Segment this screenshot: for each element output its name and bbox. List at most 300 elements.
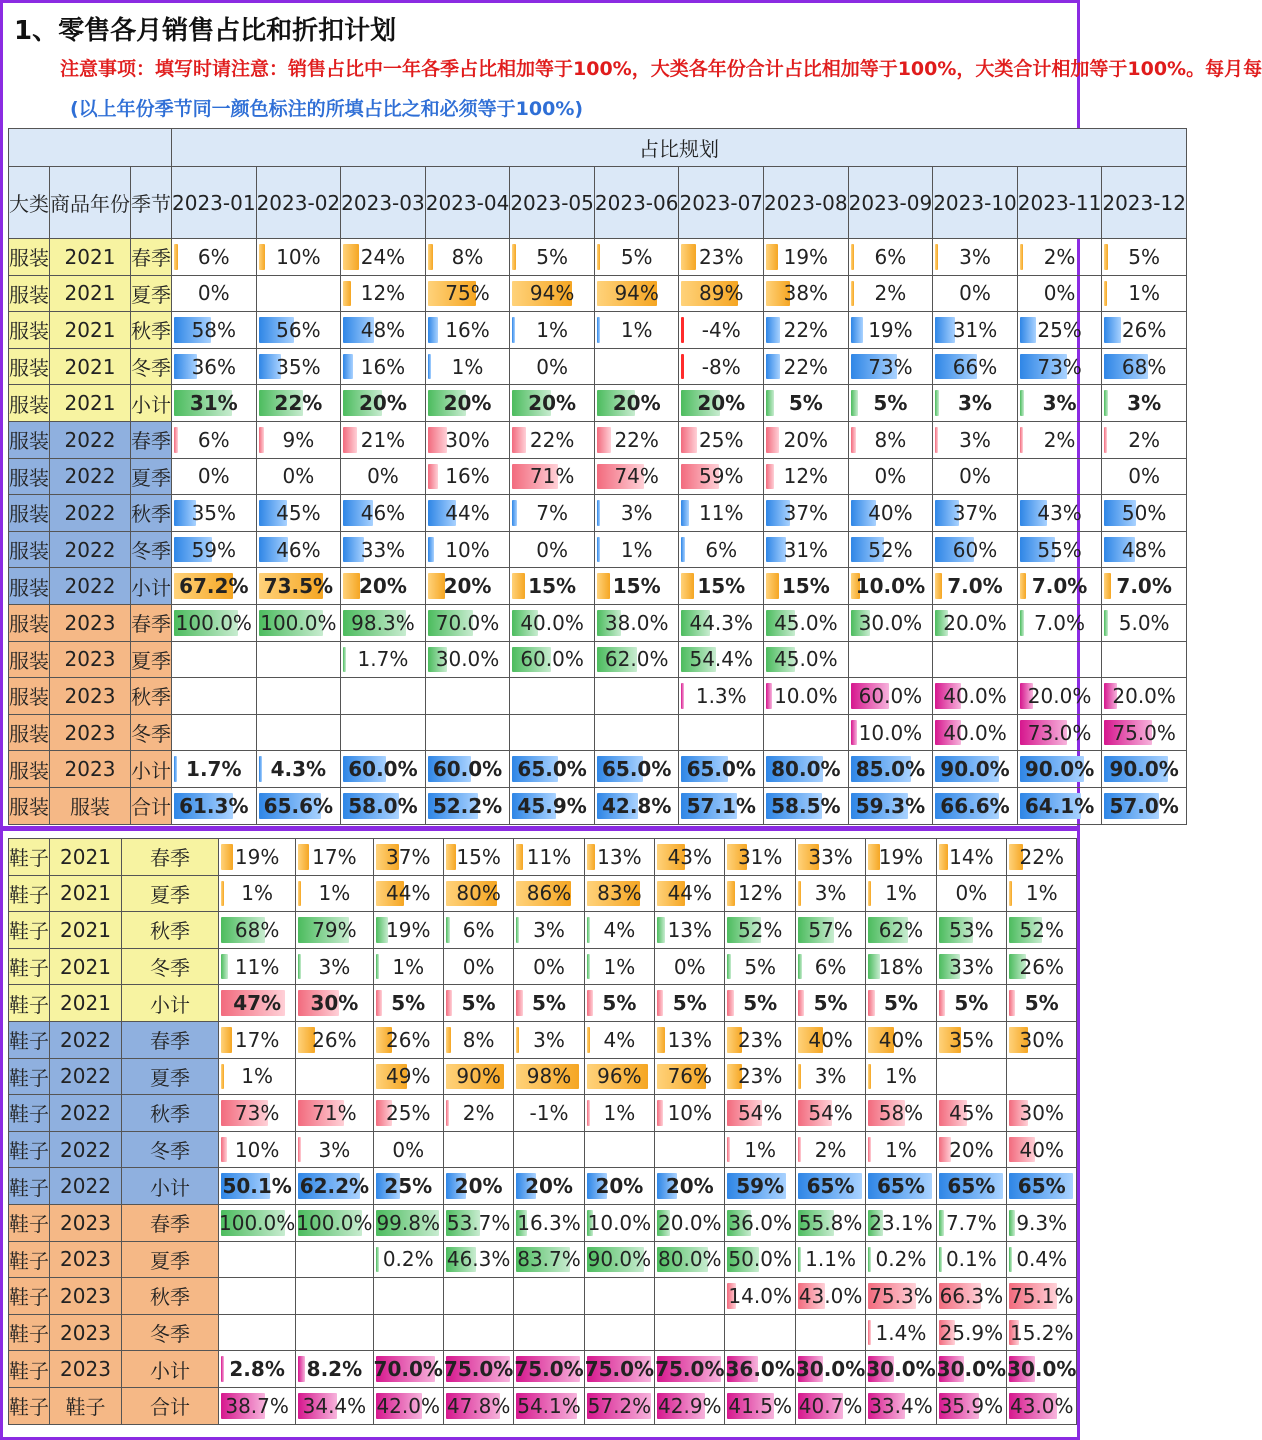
ratio-cell[interactable] [256, 751, 341, 788]
ratio-cell[interactable] [514, 1387, 584, 1424]
ratio-cell[interactable] [296, 912, 373, 949]
ratio-cell[interactable] [655, 1095, 725, 1132]
ratio-cell[interactable] [1007, 1095, 1077, 1132]
ratio-cell[interactable] [425, 275, 510, 312]
ratio-cell[interactable] [1017, 495, 1102, 532]
ratio-cell[interactable] [425, 714, 510, 751]
ratio-cell[interactable] [725, 1021, 795, 1058]
ratio-cell[interactable] [296, 1387, 373, 1424]
ratio-cell[interactable] [341, 678, 426, 715]
ratio-cell[interactable] [256, 275, 341, 312]
ratio-cell[interactable] [655, 1168, 725, 1205]
ratio-cell[interactable] [866, 875, 936, 912]
ratio-cell[interactable] [725, 1278, 795, 1315]
ratio-cell[interactable] [219, 1058, 296, 1095]
ratio-cell[interactable] [172, 312, 257, 349]
ratio-cell[interactable] [655, 948, 725, 985]
ratio-cell[interactable] [219, 1204, 296, 1241]
ratio-cell[interactable] [256, 312, 341, 349]
ratio-cell[interactable] [866, 948, 936, 985]
ratio-cell[interactable] [219, 1387, 296, 1424]
ratio-cell[interactable] [1007, 1314, 1077, 1351]
ratio-cell[interactable] [1102, 714, 1187, 751]
ratio-cell[interactable] [510, 641, 595, 678]
ratio-cell[interactable] [594, 385, 679, 422]
ratio-cell[interactable] [594, 787, 679, 824]
ratio-cell[interactable] [1102, 421, 1187, 458]
ratio-cell[interactable] [933, 385, 1018, 422]
ratio-cell[interactable] [443, 1058, 513, 1095]
ratio-cell[interactable] [594, 239, 679, 276]
ratio-cell[interactable] [425, 787, 510, 824]
ratio-cell[interactable] [514, 1314, 584, 1351]
ratio-cell[interactable] [443, 1021, 513, 1058]
ratio-cell[interactable] [933, 678, 1018, 715]
ratio-cell[interactable] [866, 1058, 936, 1095]
ratio-cell[interactable] [655, 1204, 725, 1241]
ratio-cell[interactable] [866, 1314, 936, 1351]
ratio-cell[interactable] [1102, 604, 1187, 641]
ratio-cell[interactable] [584, 1168, 654, 1205]
ratio-cell[interactable] [679, 604, 764, 641]
ratio-cell[interactable] [1017, 751, 1102, 788]
ratio-cell[interactable] [679, 421, 764, 458]
ratio-cell[interactable] [296, 839, 373, 876]
ratio-cell[interactable] [1007, 839, 1077, 876]
ratio-cell[interactable] [655, 1314, 725, 1351]
ratio-cell[interactable] [584, 1241, 654, 1278]
ratio-cell[interactable] [256, 495, 341, 532]
ratio-cell[interactable] [725, 1314, 795, 1351]
ratio-cell[interactable] [725, 1351, 795, 1388]
ratio-cell[interactable] [655, 1241, 725, 1278]
ratio-cell[interactable] [795, 1021, 865, 1058]
ratio-cell[interactable] [425, 312, 510, 349]
ratio-cell[interactable] [1102, 239, 1187, 276]
ratio-cell[interactable] [1007, 912, 1077, 949]
ratio-cell[interactable] [848, 239, 933, 276]
ratio-cell[interactable] [933, 751, 1018, 788]
ratio-cell[interactable] [373, 912, 443, 949]
ratio-cell[interactable] [936, 1058, 1006, 1095]
ratio-cell[interactable] [655, 1021, 725, 1058]
ratio-cell[interactable] [341, 239, 426, 276]
ratio-cell[interactable] [795, 1095, 865, 1132]
ratio-cell[interactable] [848, 385, 933, 422]
ratio-cell[interactable] [1007, 1351, 1077, 1388]
ratio-cell[interactable] [1007, 1204, 1077, 1241]
ratio-cell[interactable] [584, 912, 654, 949]
ratio-cell[interactable] [1017, 604, 1102, 641]
ratio-cell[interactable] [764, 239, 849, 276]
ratio-cell[interactable] [933, 275, 1018, 312]
ratio-cell[interactable] [425, 348, 510, 385]
ratio-cell[interactable] [936, 839, 1006, 876]
ratio-cell[interactable] [296, 1204, 373, 1241]
ratio-cell[interactable] [172, 787, 257, 824]
ratio-cell[interactable] [725, 1204, 795, 1241]
ratio-cell[interactable] [1007, 948, 1077, 985]
ratio-cell[interactable] [443, 1387, 513, 1424]
ratio-cell[interactable] [443, 1095, 513, 1132]
ratio-cell[interactable] [510, 751, 595, 788]
ratio-cell[interactable] [594, 568, 679, 605]
ratio-cell[interactable] [219, 1351, 296, 1388]
ratio-cell[interactable] [172, 678, 257, 715]
ratio-cell[interactable] [795, 1131, 865, 1168]
ratio-cell[interactable] [296, 875, 373, 912]
ratio-cell[interactable] [425, 458, 510, 495]
ratio-cell[interactable] [679, 348, 764, 385]
ratio-cell[interactable] [655, 1058, 725, 1095]
ratio-cell[interactable] [866, 1387, 936, 1424]
ratio-cell[interactable] [510, 531, 595, 568]
ratio-cell[interactable] [514, 1095, 584, 1132]
ratio-cell[interactable] [425, 678, 510, 715]
ratio-cell[interactable] [848, 458, 933, 495]
ratio-cell[interactable] [848, 751, 933, 788]
ratio-cell[interactable] [764, 495, 849, 532]
ratio-cell[interactable] [795, 1204, 865, 1241]
ratio-cell[interactable] [594, 604, 679, 641]
ratio-cell[interactable] [594, 714, 679, 751]
ratio-cell[interactable] [443, 1241, 513, 1278]
ratio-cell[interactable] [795, 1314, 865, 1351]
ratio-cell[interactable] [219, 948, 296, 985]
ratio-cell[interactable] [425, 385, 510, 422]
ratio-cell[interactable] [219, 1021, 296, 1058]
ratio-cell[interactable] [594, 678, 679, 715]
ratio-cell[interactable] [1007, 985, 1077, 1022]
ratio-cell[interactable] [172, 348, 257, 385]
ratio-cell[interactable] [848, 421, 933, 458]
ratio-cell[interactable] [795, 912, 865, 949]
ratio-cell[interactable] [443, 875, 513, 912]
ratio-cell[interactable] [848, 275, 933, 312]
ratio-cell[interactable] [936, 1095, 1006, 1132]
ratio-cell[interactable] [373, 1278, 443, 1315]
ratio-cell[interactable] [443, 1168, 513, 1205]
ratio-cell[interactable] [256, 641, 341, 678]
ratio-cell[interactable] [1007, 1021, 1077, 1058]
ratio-cell[interactable] [514, 912, 584, 949]
ratio-cell[interactable] [256, 348, 341, 385]
ratio-cell[interactable] [443, 948, 513, 985]
ratio-cell[interactable] [172, 641, 257, 678]
ratio-cell[interactable] [373, 875, 443, 912]
ratio-cell[interactable] [936, 1278, 1006, 1315]
ratio-cell[interactable] [373, 1387, 443, 1424]
ratio-cell[interactable] [655, 1131, 725, 1168]
ratio-cell[interactable] [373, 948, 443, 985]
ratio-cell[interactable] [584, 948, 654, 985]
ratio-cell[interactable] [341, 641, 426, 678]
ratio-cell[interactable] [655, 1351, 725, 1388]
ratio-cell[interactable] [256, 604, 341, 641]
ratio-cell[interactable] [425, 239, 510, 276]
ratio-cell[interactable] [219, 839, 296, 876]
ratio-cell[interactable] [795, 839, 865, 876]
ratio-cell[interactable] [655, 985, 725, 1022]
ratio-cell[interactable] [679, 239, 764, 276]
ratio-cell[interactable] [373, 1241, 443, 1278]
ratio-cell[interactable] [764, 751, 849, 788]
ratio-cell[interactable] [764, 421, 849, 458]
ratio-cell[interactable] [594, 531, 679, 568]
ratio-cell[interactable] [725, 1168, 795, 1205]
ratio-cell[interactable] [936, 1021, 1006, 1058]
ratio-cell[interactable] [594, 495, 679, 532]
ratio-cell[interactable] [933, 568, 1018, 605]
ratio-cell[interactable] [848, 604, 933, 641]
ratio-cell[interactable] [373, 1314, 443, 1351]
ratio-cell[interactable] [341, 385, 426, 422]
ratio-cell[interactable] [848, 531, 933, 568]
ratio-cell[interactable] [296, 1351, 373, 1388]
ratio-cell[interactable] [725, 985, 795, 1022]
ratio-cell[interactable] [594, 312, 679, 349]
ratio-cell[interactable] [764, 714, 849, 751]
ratio-cell[interactable] [795, 1278, 865, 1315]
ratio-cell[interactable] [1007, 1278, 1077, 1315]
ratio-cell[interactable] [514, 1058, 584, 1095]
ratio-cell[interactable] [655, 1278, 725, 1315]
ratio-cell[interactable] [256, 714, 341, 751]
ratio-cell[interactable] [1007, 1168, 1077, 1205]
ratio-cell[interactable] [936, 985, 1006, 1022]
ratio-cell[interactable] [795, 985, 865, 1022]
ratio-cell[interactable] [933, 458, 1018, 495]
ratio-cell[interactable] [341, 568, 426, 605]
ratio-cell[interactable] [936, 1204, 1006, 1241]
ratio-cell[interactable] [514, 1351, 584, 1388]
ratio-cell[interactable] [296, 1021, 373, 1058]
ratio-cell[interactable] [679, 678, 764, 715]
ratio-cell[interactable] [219, 1314, 296, 1351]
ratio-cell[interactable] [373, 985, 443, 1022]
ratio-cell[interactable] [866, 1021, 936, 1058]
ratio-cell[interactable] [725, 1095, 795, 1132]
ratio-cell[interactable] [172, 275, 257, 312]
ratio-cell[interactable] [866, 1168, 936, 1205]
ratio-cell[interactable] [848, 678, 933, 715]
ratio-cell[interactable] [866, 1351, 936, 1388]
ratio-cell[interactable] [679, 641, 764, 678]
ratio-cell[interactable] [172, 239, 257, 276]
ratio-cell[interactable] [584, 875, 654, 912]
ratio-cell[interactable] [172, 421, 257, 458]
ratio-cell[interactable] [1102, 385, 1187, 422]
ratio-cell[interactable] [795, 1351, 865, 1388]
ratio-cell[interactable] [1007, 1241, 1077, 1278]
ratio-cell[interactable] [510, 275, 595, 312]
ratio-cell[interactable] [341, 604, 426, 641]
ratio-cell[interactable] [514, 1021, 584, 1058]
ratio-cell[interactable] [341, 458, 426, 495]
ratio-cell[interactable] [256, 568, 341, 605]
ratio-cell[interactable] [219, 1095, 296, 1132]
ratio-cell[interactable] [936, 912, 1006, 949]
ratio-cell[interactable] [256, 239, 341, 276]
ratio-cell[interactable] [341, 312, 426, 349]
ratio-cell[interactable] [933, 604, 1018, 641]
ratio-cell[interactable] [655, 1387, 725, 1424]
ratio-cell[interactable] [1017, 678, 1102, 715]
ratio-cell[interactable] [764, 604, 849, 641]
ratio-cell[interactable] [219, 1168, 296, 1205]
ratio-cell[interactable] [425, 751, 510, 788]
ratio-cell[interactable] [936, 1168, 1006, 1205]
ratio-cell[interactable] [764, 312, 849, 349]
ratio-cell[interactable] [296, 1168, 373, 1205]
ratio-cell[interactable] [1102, 678, 1187, 715]
ratio-cell[interactable] [172, 568, 257, 605]
ratio-cell[interactable] [425, 568, 510, 605]
ratio-cell[interactable] [172, 385, 257, 422]
ratio-cell[interactable] [1017, 275, 1102, 312]
ratio-cell[interactable] [514, 948, 584, 985]
ratio-cell[interactable] [514, 985, 584, 1022]
ratio-cell[interactable] [764, 385, 849, 422]
ratio-cell[interactable] [1007, 1131, 1077, 1168]
ratio-cell[interactable] [1017, 568, 1102, 605]
ratio-cell[interactable] [373, 1351, 443, 1388]
ratio-cell[interactable] [1102, 531, 1187, 568]
ratio-cell[interactable] [296, 1241, 373, 1278]
ratio-cell[interactable] [848, 641, 933, 678]
ratio-cell[interactable] [514, 875, 584, 912]
ratio-cell[interactable] [443, 1131, 513, 1168]
ratio-cell[interactable] [1102, 275, 1187, 312]
ratio-cell[interactable] [443, 1314, 513, 1351]
ratio-cell[interactable] [425, 641, 510, 678]
ratio-cell[interactable] [584, 1278, 654, 1315]
ratio-cell[interactable] [1017, 421, 1102, 458]
ratio-cell[interactable] [933, 714, 1018, 751]
ratio-cell[interactable] [256, 678, 341, 715]
ratio-cell[interactable] [866, 912, 936, 949]
ratio-cell[interactable] [514, 1204, 584, 1241]
ratio-cell[interactable] [256, 787, 341, 824]
ratio-cell[interactable] [933, 495, 1018, 532]
ratio-cell[interactable] [1102, 787, 1187, 824]
ratio-cell[interactable] [795, 1387, 865, 1424]
ratio-cell[interactable] [594, 348, 679, 385]
ratio-cell[interactable] [764, 275, 849, 312]
ratio-cell[interactable] [594, 751, 679, 788]
ratio-cell[interactable] [510, 239, 595, 276]
ratio-cell[interactable] [936, 1387, 1006, 1424]
ratio-cell[interactable] [795, 1168, 865, 1205]
ratio-cell[interactable] [679, 385, 764, 422]
ratio-cell[interactable] [341, 275, 426, 312]
ratio-cell[interactable] [594, 275, 679, 312]
ratio-cell[interactable] [373, 1021, 443, 1058]
ratio-cell[interactable] [933, 421, 1018, 458]
ratio-cell[interactable] [443, 985, 513, 1022]
ratio-cell[interactable] [1017, 348, 1102, 385]
ratio-cell[interactable] [655, 875, 725, 912]
ratio-cell[interactable] [510, 604, 595, 641]
ratio-cell[interactable] [514, 1241, 584, 1278]
ratio-cell[interactable] [936, 875, 1006, 912]
ratio-cell[interactable] [866, 1241, 936, 1278]
ratio-cell[interactable] [679, 495, 764, 532]
ratio-cell[interactable] [1007, 1058, 1077, 1095]
ratio-cell[interactable] [1102, 751, 1187, 788]
ratio-cell[interactable] [933, 641, 1018, 678]
ratio-cell[interactable] [764, 531, 849, 568]
ratio-cell[interactable] [933, 312, 1018, 349]
ratio-cell[interactable] [1017, 531, 1102, 568]
ratio-cell[interactable] [373, 1131, 443, 1168]
ratio-cell[interactable] [219, 1278, 296, 1315]
ratio-cell[interactable] [584, 1058, 654, 1095]
ratio-cell[interactable] [373, 1095, 443, 1132]
ratio-cell[interactable] [510, 385, 595, 422]
ratio-cell[interactable] [219, 985, 296, 1022]
ratio-cell[interactable] [443, 1351, 513, 1388]
ratio-cell[interactable] [373, 1168, 443, 1205]
ratio-cell[interactable] [1017, 787, 1102, 824]
ratio-cell[interactable] [866, 1278, 936, 1315]
ratio-cell[interactable] [1007, 875, 1077, 912]
ratio-cell[interactable] [510, 458, 595, 495]
ratio-cell[interactable] [725, 839, 795, 876]
ratio-cell[interactable] [510, 678, 595, 715]
ratio-cell[interactable] [425, 495, 510, 532]
ratio-cell[interactable] [510, 348, 595, 385]
ratio-cell[interactable] [764, 348, 849, 385]
ratio-cell[interactable] [594, 421, 679, 458]
ratio-cell[interactable] [373, 1058, 443, 1095]
ratio-cell[interactable] [764, 787, 849, 824]
ratio-cell[interactable] [1017, 239, 1102, 276]
ratio-cell[interactable] [256, 385, 341, 422]
ratio-cell[interactable] [679, 568, 764, 605]
ratio-cell[interactable] [795, 875, 865, 912]
ratio-cell[interactable] [514, 1278, 584, 1315]
ratio-cell[interactable] [510, 421, 595, 458]
ratio-cell[interactable] [848, 312, 933, 349]
ratio-cell[interactable] [725, 875, 795, 912]
ratio-cell[interactable] [425, 604, 510, 641]
ratio-cell[interactable] [594, 458, 679, 495]
ratio-cell[interactable] [425, 531, 510, 568]
ratio-cell[interactable] [848, 568, 933, 605]
ratio-cell[interactable] [341, 714, 426, 751]
ratio-cell[interactable] [866, 839, 936, 876]
ratio-cell[interactable] [1102, 312, 1187, 349]
ratio-cell[interactable] [866, 1204, 936, 1241]
ratio-cell[interactable] [1102, 458, 1187, 495]
ratio-cell[interactable] [256, 458, 341, 495]
ratio-cell[interactable] [679, 275, 764, 312]
ratio-cell[interactable] [443, 1278, 513, 1315]
ratio-cell[interactable] [510, 714, 595, 751]
ratio-cell[interactable] [725, 948, 795, 985]
ratio-cell[interactable] [725, 1387, 795, 1424]
ratio-cell[interactable] [655, 839, 725, 876]
ratio-cell[interactable] [848, 495, 933, 532]
ratio-cell[interactable] [795, 1241, 865, 1278]
ratio-cell[interactable] [219, 875, 296, 912]
ratio-cell[interactable] [510, 787, 595, 824]
ratio-cell[interactable] [172, 458, 257, 495]
ratio-cell[interactable] [256, 421, 341, 458]
ratio-cell[interactable] [510, 495, 595, 532]
ratio-cell[interactable] [594, 641, 679, 678]
